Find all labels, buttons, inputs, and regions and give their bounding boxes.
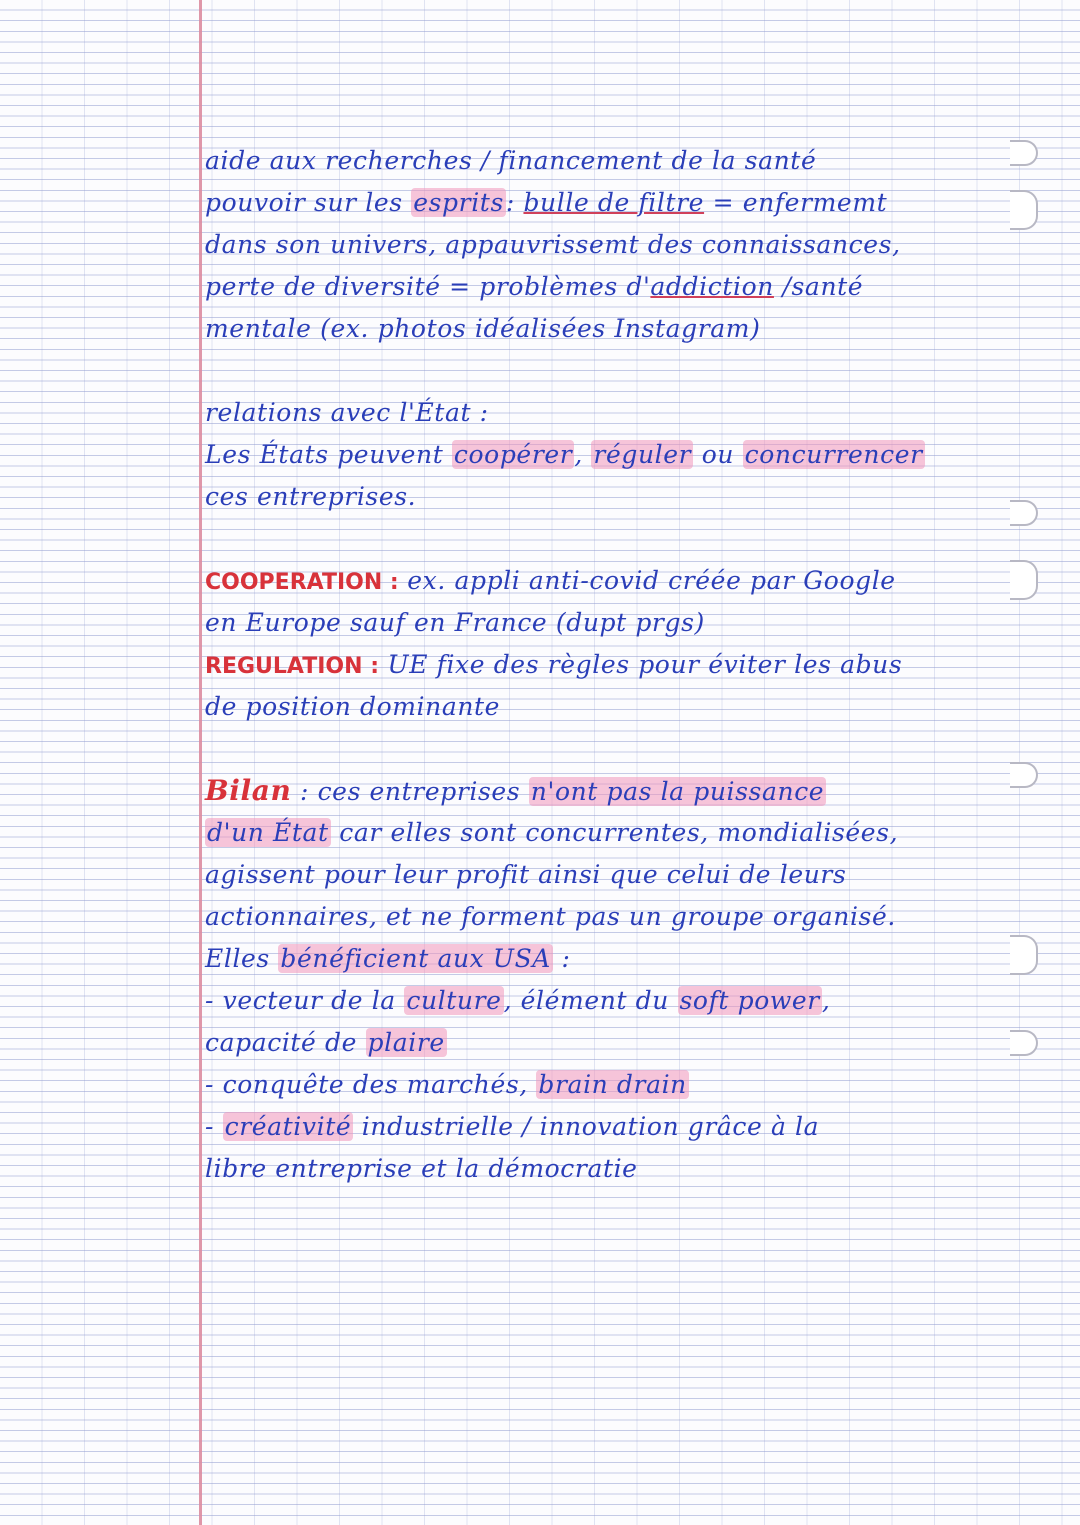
note-line: de position dominante — [205, 692, 501, 721]
highlight: d'un État — [207, 818, 329, 847]
note-line: dans son univers, appauvrissemt des connaissances, — [205, 230, 901, 259]
note-line: en Europe sauf en France (dupt prgs) — [205, 608, 705, 637]
label-cooperation: COOPERATION : — [205, 570, 399, 595]
highlight: plaire — [367, 1028, 445, 1057]
underline: addiction — [650, 272, 774, 301]
note-line: actionnaires, et ne forment pas un groupe organisé. — [205, 902, 896, 931]
handwritten-notes — [205, 140, 1045, 1190]
note-line: capacité de plaire — [205, 1028, 445, 1057]
highlight: créativité — [224, 1112, 352, 1141]
note-line: - conquête des marchés, brain drain — [205, 1070, 687, 1099]
note-line: Les États peuvent coopérer, réguler ou concurrencer — [205, 440, 923, 469]
note-line: ces entreprises. — [205, 482, 417, 511]
highlight: concurrencer — [744, 440, 923, 469]
note-line: aide aux recherches / financement de la santé — [205, 146, 817, 175]
highlight: culture — [406, 986, 502, 1015]
note-line: Bilan : ces entreprises n'ont pas la puissance — [205, 774, 825, 807]
highlight: n'ont pas la puissance — [530, 777, 825, 806]
note-line: libre entreprise et la démocratie — [205, 1154, 638, 1183]
note-line: - créativité industrielle / innovation grâce à la — [205, 1112, 820, 1141]
highlight: brain drain — [538, 1070, 687, 1099]
note-line: REGULATION : UE fixe des règles pour éviter les abus — [205, 650, 903, 679]
highlight: soft power — [679, 986, 820, 1015]
highlight: bénéficient aux USA — [280, 944, 551, 973]
highlight: esprits — [413, 188, 504, 217]
note-line: COOPERATION : ex. appli anti-covid créée par Google — [205, 566, 896, 595]
highlight: réguler — [593, 440, 692, 469]
note-line: pouvoir sur les esprits: bulle de filtre = enfermemt — [205, 188, 888, 217]
note-line: agissent pour leur profit ainsi que celui de leurs — [205, 860, 847, 889]
label-bilan: Bilan — [205, 774, 292, 807]
highlight: coopérer — [453, 440, 573, 469]
section-heading: relations avec l'État : — [205, 398, 489, 427]
note-line: perte de diversité = problèmes d'addiction /santé — [205, 272, 864, 301]
note-line: Elles bénéficient aux USA : — [205, 944, 571, 973]
note-line: d'un État car elles sont concurrentes, mondialisées, — [207, 818, 899, 847]
note-line: - vecteur de la culture, élément du soft power, — [205, 986, 831, 1015]
note-line: mentale (ex. photos idéalisées Instagram) — [205, 314, 761, 343]
label-regulation: REGULATION : — [205, 654, 379, 679]
underline: bulle de filtre — [523, 188, 705, 217]
